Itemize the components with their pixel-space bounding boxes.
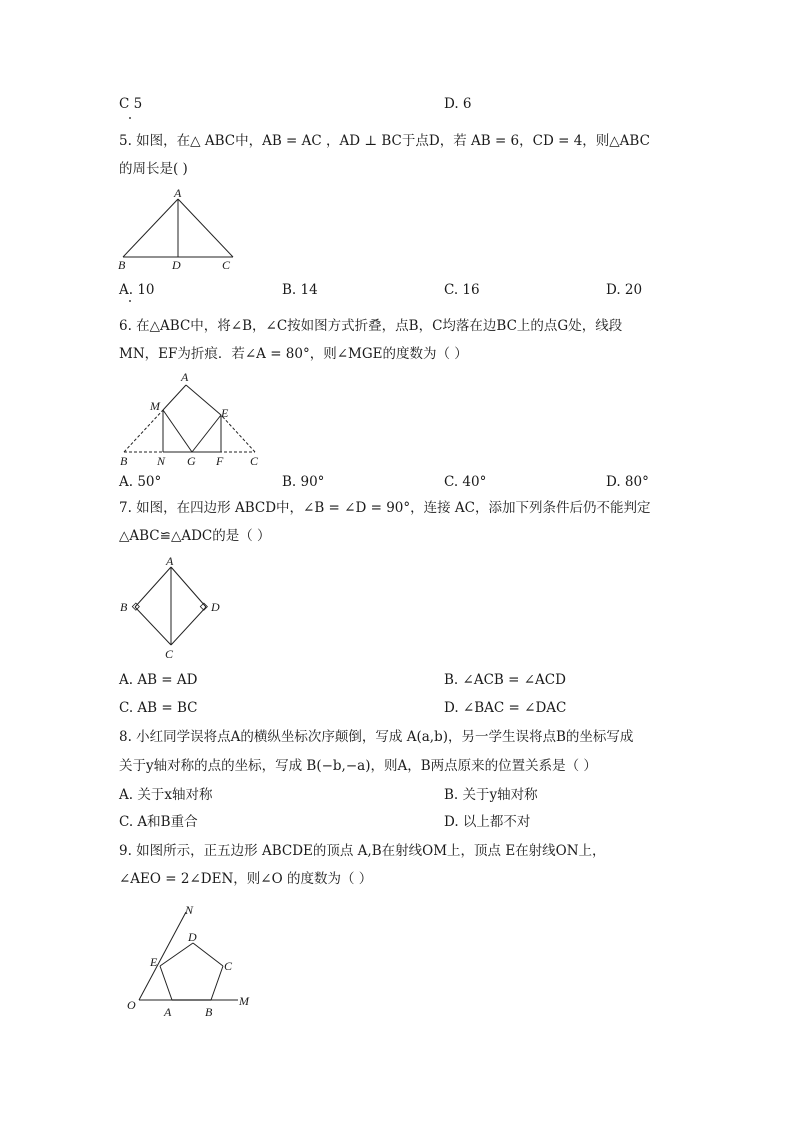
- q7-option-a: A. AB = AD: [119, 672, 198, 688]
- q6-label-m: M: [150, 399, 160, 413]
- q5-option-c: C. 16: [444, 282, 480, 298]
- q6-label-b: B: [120, 454, 128, 468]
- q9-label-o: O: [127, 998, 136, 1012]
- q6-option-c: C. 40°: [444, 474, 487, 490]
- q8-stem-line2: 关于y轴对称的点的坐标，写成 B(−b,−a)，则A，B两点原来的位置关系是（ ）: [119, 758, 597, 774]
- q7-label-a: A: [166, 554, 174, 568]
- q9-stem-line2: ∠AEO = 2∠DEN，则∠O 的度数为（ ）: [119, 871, 373, 887]
- q8-option-a: A. 关于x轴对称: [119, 787, 213, 803]
- q6-label-g: G: [187, 454, 196, 468]
- q9-stem-line1: 9. 如图所示，正五边形 ABCDE的顶点 A,B在射线OM上，顶点 E在射线ON上，: [119, 843, 606, 859]
- q9-label-d: D: [188, 930, 197, 944]
- q6-option-a: A. 50°: [119, 474, 162, 490]
- q5-option-b: B. 14: [282, 282, 318, 298]
- option-d: D. 6: [444, 96, 472, 112]
- q8-option-c: C. A和B重合: [119, 814, 198, 830]
- q5-option-a: A. 10: [119, 282, 155, 298]
- q9-label-c: C: [224, 959, 233, 973]
- q6-stem-line1: 6. 在△ABC中，将∠B，∠C按如图方式折叠，点B，C均落在边BC上的点G处，线段: [119, 318, 623, 334]
- q8-stem-line1: 8. 小红同学误将点A的横纵坐标次序颠倒，写成 A(a,b)，另一学生误将点B的坐标写成: [119, 729, 634, 745]
- mark-dot: [129, 117, 131, 119]
- q8-option-b: B. 关于y轴对称: [444, 787, 538, 803]
- option-c: C 5: [119, 96, 143, 112]
- q7-stem-line2: △ABC≌△ADC的是（ ）: [119, 528, 271, 544]
- q9-label-n: N: [185, 903, 194, 917]
- q5-label-c: C: [222, 258, 231, 272]
- q5-figure: [115, 185, 245, 275]
- q6-option-b: B. 90°: [282, 474, 325, 490]
- q6-figure: [115, 370, 265, 470]
- q8-option-d: D. 以上都不对: [444, 814, 531, 830]
- q5-option-d: D. 20: [606, 282, 643, 298]
- q9-label-b: B: [205, 1005, 213, 1019]
- q7-figure: [115, 552, 230, 664]
- q6-label-n: N: [157, 454, 166, 468]
- q7-label-d: D: [211, 600, 220, 614]
- mark-dot: [129, 300, 131, 302]
- q7-stem-line1: 7. 如图，在四边形 ABCD中，∠B = ∠D = 90°，连接 AC，添加下列条件后仍不能判定: [119, 500, 651, 516]
- q6-stem-line2: MN，EF为折痕．若∠A = 80°，则∠MGE的度数为（ ）: [119, 346, 468, 362]
- q5-label-a: A: [174, 186, 182, 200]
- q9-label-m: M: [239, 994, 249, 1008]
- q7-label-c: C: [165, 647, 174, 661]
- q6-label-c: C: [250, 454, 259, 468]
- q7-option-b: B. ∠ACB = ∠ACD: [444, 672, 566, 688]
- q5-label-d: D: [172, 258, 181, 272]
- q6-label-e: E: [221, 406, 229, 420]
- q9-label-e: E: [150, 955, 158, 969]
- q5-stem-line1: 5. 如图，在△ ABC中，AB = AC ，AD ⊥ BC于点D，若 AB = 6，CD = 4，则△ABC: [119, 133, 650, 149]
- q7-label-b: B: [120, 600, 128, 614]
- q6-option-d: D. 80°: [606, 474, 649, 490]
- q6-label-a: A: [181, 370, 189, 384]
- q7-option-c: C. AB = BC: [119, 700, 198, 716]
- q9-figure: [115, 898, 265, 1023]
- q5-label-b: B: [118, 258, 126, 272]
- q9-label-a: A: [164, 1005, 172, 1019]
- q6-label-f: F: [216, 454, 224, 468]
- q5-stem-line2: 的周长是( ): [119, 161, 188, 177]
- q7-option-d: D. ∠BAC = ∠DAC: [444, 700, 567, 716]
